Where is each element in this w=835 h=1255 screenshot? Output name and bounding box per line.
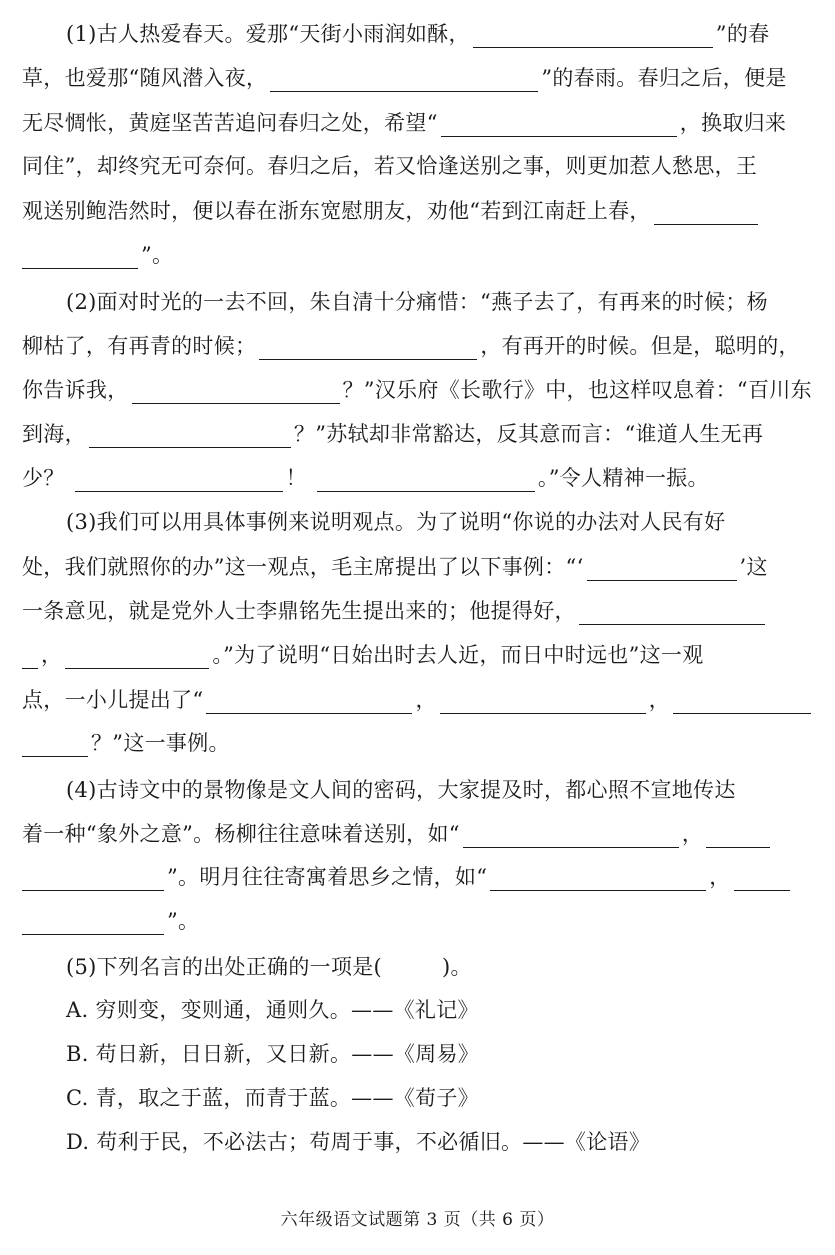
answer-blank[interactable] [440,685,646,714]
answer-blank[interactable] [89,419,291,448]
q3-text: ’这 [739,555,768,579]
q4-line-3 [22,857,817,897]
answer-blank[interactable] [473,19,713,48]
q3-line-2 [22,547,817,587]
q1-text: ”的春 [715,22,770,46]
q3-text: 处，我们就照你的办”这一观点，毛主席提出了以下事例：“‘ [22,555,584,579]
q2-text: 柳枯了，有再青的时候； [22,334,257,358]
q1-text: ”。 [141,243,174,267]
q2-text: 。”令人精神一振。 [537,466,709,490]
answer-blank[interactable] [22,862,164,891]
q2-text: ，有再开的时候。但是，聪明的， [480,334,800,358]
q4-line-4 [22,901,817,941]
answer-blank[interactable] [579,596,765,625]
answer-blank[interactable] [317,463,535,492]
q1-line-1 [66,14,817,54]
answer-blank[interactable] [673,685,811,714]
q3-text: ， [415,688,437,712]
q4-text: ”。明月往往寄寓着思乡之情，如“ [167,865,488,889]
q4-text: ， [709,865,731,889]
page-footer: 六年级语文试题第 3 页（共 6 页） [280,1210,555,1230]
answer-blank[interactable] [734,862,790,891]
q2-text: 到海， [22,422,86,446]
q3-text: ， [41,643,63,667]
option-d: D. 苟利于民，不必法古；苟周于事，不必循旧。——《论语》 [66,1130,651,1154]
q3-text: 。”为了说明“日始出时去人近，而日中时远也”这一观 [212,643,704,667]
q1-text: ”的春雨。春归之后，便是 [541,66,787,90]
answer-blank[interactable] [22,640,38,669]
q2-text: ？”苏轼却非常豁达，反其意而言：“谁道人生无再 [293,422,764,446]
q4-line-2 [22,814,817,854]
q2-line-1: (2)面对时光的一去不回，朱自清十分痛惜：“燕子去了，有再来的时候；杨 [66,290,768,314]
q5-stem [66,947,817,987]
option-a: A. 穷则变，变则通，通则久。——《礼记》 [66,998,479,1022]
q5-text: (5)下列名言的出处正确的一项是( [66,955,383,979]
q3-line-5 [22,680,817,720]
option-b: B. 苟日新，日日新，又日新。——《周易》 [66,1042,480,1066]
q1-line-2 [22,58,817,98]
q2-text: ！ [285,466,307,490]
q3-line-4 [22,635,817,675]
q1-text: ，换取归来 [679,111,787,135]
q4-text: ”。 [167,909,200,933]
answer-blank[interactable] [65,640,209,669]
answer-blank[interactable] [259,331,477,360]
q3-text: ， [648,688,671,712]
q3-text: 一条意见，就是党外人士李鼎铭先生提出来的；他提得好， [22,599,576,623]
q1-text: (1)古人热爱春天。爱那“天街小雨润如酥， [66,22,470,46]
answer-blank[interactable] [22,240,138,269]
q4-line-1: (4)古诗文中的景物像是文人间的密码，大家提及时，都心照不宣地传达 [66,778,736,802]
q2-line-3 [22,370,817,410]
answer-blank[interactable] [441,108,677,137]
q2-text: 你告诉我， [22,378,129,402]
q3-text: 点，一小儿提出了“ [22,688,204,712]
answer-blank[interactable] [490,862,706,891]
answer-blank[interactable] [587,552,737,581]
q3-line-3 [22,591,817,631]
q1-line-5 [22,191,817,231]
answer-blank[interactable] [463,819,679,848]
q2-line-2 [22,326,817,366]
q5-text: )。 [442,955,472,979]
q1-line-6 [22,235,817,275]
answer-blank[interactable] [132,375,340,404]
q1-text: 无尽惆怅，黄庭坚苦苦追问春归之处，希望“ [22,111,438,135]
answer-blank[interactable] [75,463,283,492]
q2-line-5 [22,458,817,498]
q1-line-4: 同住”，却终究无可奈何。春归之后，若又恰逢送别之事，则更加惹人愁思，王 [22,154,758,178]
q2-line-4 [22,414,817,454]
answer-blank[interactable] [22,906,164,935]
q4-text: 着一种“象外之意”。杨柳往往意味着送别，如“ [22,822,460,846]
q2-text: ？”汉乐府《长歌行》中，也这样叹息着：“百川东 [342,378,812,402]
q3-line-6 [22,723,817,763]
answer-blank[interactable] [22,728,88,757]
q1-text: 草，也爱那“随风潜入夜， [22,66,268,90]
option-c: C. 青，取之于蓝，而青于蓝。——《荀子》 [66,1086,479,1110]
q1-text: 观送别鲍浩然时，便以春在浙东宽慰朋友，劝他“若到江南赶上春， [22,199,651,223]
q3-line-1: (3)我们可以用具体事例来说明观点。为了说明“你说的办法对人民有好 [66,510,726,534]
q1-line-3 [22,103,817,143]
q2-text: 少？ [22,466,65,490]
answer-blank[interactable] [654,196,758,225]
answer-blank[interactable] [206,685,412,714]
q4-text: ， [681,822,704,846]
answer-blank[interactable] [706,819,770,848]
q3-text: ？”这一事例。 [91,731,230,755]
answer-blank[interactable] [270,63,538,92]
